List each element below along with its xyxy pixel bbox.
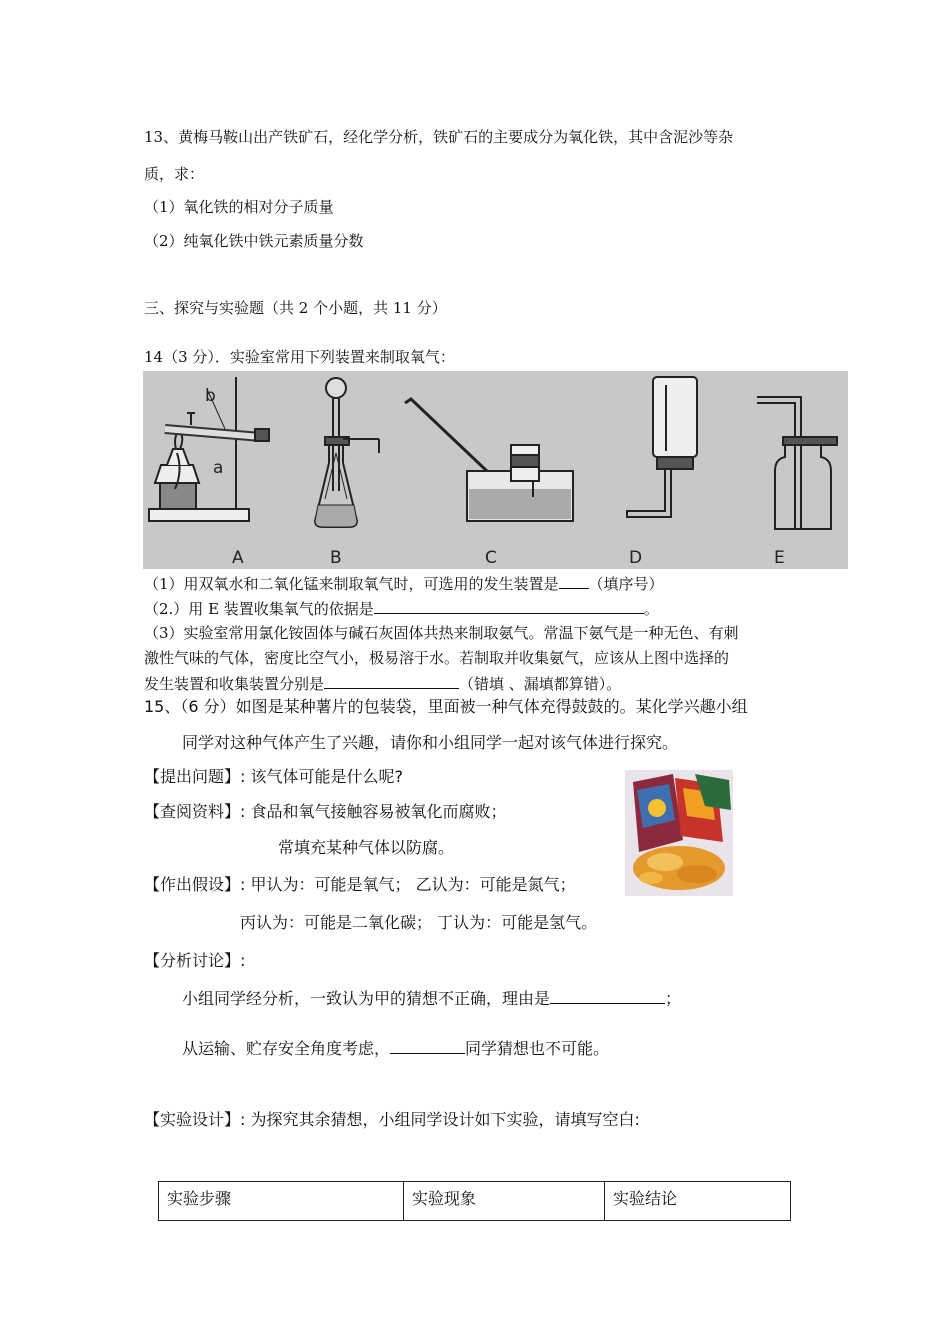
answer-blank[interactable] — [324, 673, 459, 689]
chip-bag-photo — [625, 770, 733, 896]
q15-analysis-title: 【分析讨论】: — [144, 951, 246, 970]
q14-part1-text: （1）用双氧水和二氧化锰来制取氧气时，可选用的发生装置是 — [144, 575, 559, 593]
experiment-table — [158, 1181, 791, 1221]
header-conclusion: 实验结论 — [605, 1182, 791, 1221]
q15-hyp2: 丙认为：可能是二氧化碳； 丁认为：可能是氢气。 — [240, 913, 598, 932]
label-b: B — [330, 548, 342, 568]
q15-hyp1: 【作出假设】: 甲认为：可能是氧气； 乙认为：可能是氮气； — [144, 875, 576, 894]
apparatus-c — [405, 399, 573, 521]
q13-line1: 13、黄梅马鞍山出产铁矿石，经化学分析，铁矿石的主要成分为氧化铁，其中含泥沙等杂 — [144, 128, 734, 146]
q14-stem: 14（3 分）．实验室常用下列装置来制取氧气： — [144, 348, 455, 366]
q14-part2-end: 。 — [643, 600, 659, 618]
q15-line2: 同学对这种气体产生了兴趣，请你和小组同学一起对该气体进行探究。 — [182, 733, 679, 752]
q13-line2: 质，求： — [144, 165, 205, 183]
apparatus-e — [757, 397, 837, 529]
q14-part3-line1: （3）实验室常用氯化铵固体与碱石灰固体共热来制取氨气。常温下氨气是一种无色、有刺 — [144, 624, 739, 642]
q14-part3-hint: （错填 、漏填都算错）。 — [459, 675, 622, 693]
label-c: C — [485, 548, 497, 568]
q15-analysis-2-text: 从运输、贮存安全角度考虑， — [182, 1039, 391, 1058]
label-a: A — [232, 548, 244, 568]
q14-part2-text: （2.）用 E 装置收集氧气的依据是 — [144, 600, 374, 618]
apparatus-drawing — [143, 371, 848, 569]
chip-bag-image — [625, 770, 733, 896]
answer-blank[interactable] — [374, 598, 644, 614]
q13-sub1: （1）氧化铁的相对分子质量 — [144, 198, 334, 216]
header-phenomena: 实验现象 — [404, 1182, 605, 1221]
answer-blank[interactable] — [559, 573, 589, 589]
q15-analysis-1-text: 小组同学经分析，一致认为甲的猜想不正确，理由是 — [182, 989, 551, 1008]
q14-part3-line2: 激性气味的气体，密度比空气小，极易溶于水。若制取并收集氨气，应该从上图中选择的 — [144, 649, 730, 667]
q15-analysis-1 — [182, 988, 681, 1009]
table-row — [159, 1182, 791, 1221]
q13-sub2: （2）纯氧化铁中铁元素质量分数 — [144, 232, 364, 250]
apparatus-figure — [143, 371, 848, 569]
label-e: E — [774, 548, 785, 568]
apparatus-b — [315, 378, 379, 527]
q15-ref1: 【查阅资料】: 食品和氧气接触容易被氧化而腐败； — [144, 802, 507, 821]
q15-ask: 【提出问题】: 该气体可能是什么呢? — [144, 767, 403, 786]
answer-blank[interactable] — [550, 988, 665, 1004]
q14-part2 — [144, 598, 659, 619]
header-steps: 实验步骤 — [159, 1182, 404, 1221]
q14-part1-hint: （填序号） — [588, 575, 664, 593]
annot-a: a — [213, 458, 224, 478]
q15-ref2: 常填充某种气体以防腐。 — [278, 838, 455, 857]
q15-analysis-2-end: 同学猜想也不可能。 — [465, 1039, 610, 1058]
q14-part1 — [144, 573, 664, 594]
annot-b: b — [205, 386, 216, 406]
q15-analysis-2 — [182, 1038, 609, 1059]
answer-blank[interactable] — [390, 1038, 465, 1054]
apparatus-d — [627, 377, 697, 517]
section-title: 三、探究与实验题（共 2 个小题，共 11 分） — [144, 299, 447, 317]
q15-line1: 15、（6 分）如图是某种薯片的包装袋，里面被一种气体充得鼓鼓的。某化学兴趣小组 — [144, 697, 748, 716]
q15-design: 【实验设计】: 为探究其余猜想，小组同学设计如下实验，请填写空白: — [144, 1110, 640, 1129]
q15-analysis-1-end: ； — [665, 989, 682, 1008]
label-d: D — [629, 548, 643, 568]
q14-part3-text: 发生装置和收集装置分别是 — [144, 675, 325, 693]
q14-part3-line3 — [144, 673, 621, 694]
